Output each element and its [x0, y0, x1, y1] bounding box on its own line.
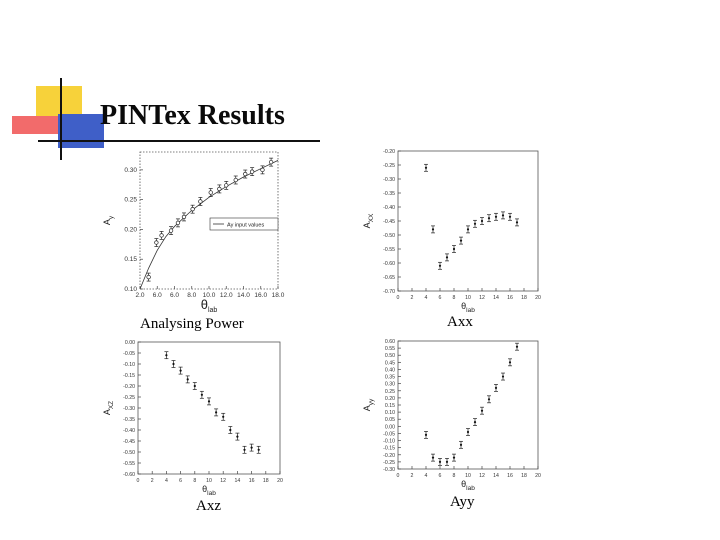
y-tick-label: 0.60 [384, 339, 395, 345]
x-axis-label: $\theta_{lab}$ [200, 297, 218, 314]
data-point [261, 168, 265, 172]
x-tick-label: 2 [410, 473, 414, 479]
data-point [180, 370, 182, 372]
x-tick-label: 12 [479, 295, 485, 301]
data-point [446, 256, 448, 258]
y-tick-label: -0.65 [383, 275, 395, 281]
data-point [201, 394, 203, 396]
data-point [474, 223, 476, 225]
data-point [439, 461, 441, 463]
y-tick-label: 0.50 [384, 353, 395, 360]
data-point [250, 170, 254, 174]
chart-analysing-power-svg [100, 148, 300, 318]
chart-axx [360, 145, 560, 320]
x-tick-label: 16 [248, 478, 255, 484]
data-point [446, 461, 448, 463]
plot-frame [138, 342, 280, 474]
data-point [160, 234, 164, 238]
data-point [481, 220, 483, 222]
x-tick-label: 8 [452, 473, 456, 479]
y-tick-label: 0.30 [384, 381, 395, 388]
x-tick-label: 6 [179, 478, 183, 484]
data-point [488, 398, 490, 400]
data-point [215, 411, 217, 413]
x-tick-label: 18 [521, 295, 527, 301]
data-point [147, 275, 151, 279]
data-point [251, 447, 253, 449]
chart-axz-svg [100, 336, 300, 501]
x-tick-label: 20 [535, 295, 541, 301]
y-tick-label: 0.10 [124, 286, 137, 293]
y-tick-label: 0.55 [384, 346, 395, 353]
y-tick-label: 0.45 [384, 360, 395, 367]
y-tick-label: 0.00 [384, 424, 395, 431]
x-tick-label: 10 [465, 295, 471, 301]
caption-analysing-power: Analysing Power [140, 316, 244, 332]
data-point [209, 191, 213, 195]
x-tick-label: 2.0 [135, 292, 145, 299]
y-tick-label: -0.50 [383, 233, 395, 239]
x-tick-label: 2 [410, 295, 414, 301]
data-point [432, 228, 434, 230]
data-point [502, 375, 504, 377]
x-tick-label: 10.0 [202, 292, 216, 299]
caption-ayy: Ayy [450, 494, 475, 510]
x-tick-label: 8 [193, 478, 197, 484]
data-point [453, 457, 455, 459]
y-axis-label: $A_{yy}$ [362, 398, 375, 412]
x-tick-label: 6 [438, 295, 442, 301]
caption-axz: Axz [196, 498, 221, 514]
x-tick-label: 4 [424, 295, 428, 301]
x-axis-label: $\theta_{lab}$ [461, 301, 475, 314]
chart-analysing-power [100, 148, 300, 318]
chart-axz [100, 336, 300, 501]
y-tick-label: -0.55 [123, 461, 135, 467]
x-tick-label: 20 [535, 473, 541, 479]
y-tick-label: -0.55 [383, 247, 395, 253]
x-tick-label: 0 [396, 295, 400, 301]
x-tick-label: 12 [479, 473, 485, 479]
data-point [194, 385, 196, 387]
y-tick-label: -0.25 [123, 395, 135, 401]
data-point [467, 228, 469, 230]
data-point [169, 229, 173, 233]
data-point [509, 361, 511, 363]
y-tick-label: -0.20 [383, 452, 395, 459]
x-tick-label: 18 [521, 473, 527, 479]
data-point [243, 172, 247, 176]
y-tick-label: 0.05 [384, 417, 395, 424]
x-tick-label: 0 [136, 478, 140, 484]
y-tick-label: 0.15 [124, 256, 137, 264]
x-tick-label: 4 [424, 473, 428, 479]
y-tick-label: -0.40 [123, 428, 135, 434]
y-tick-label: -0.05 [383, 431, 395, 438]
data-point [191, 207, 195, 211]
data-point [425, 167, 427, 169]
x-tick-label: 8.0 [187, 292, 197, 299]
data-point [236, 436, 238, 438]
data-point [172, 363, 174, 365]
x-axis-label: $\theta_{lab}$ [461, 479, 475, 492]
data-point [165, 354, 167, 356]
data-point [453, 248, 455, 250]
x-tick-label: 16 [507, 473, 513, 479]
y-tick-label: -0.15 [383, 445, 395, 452]
y-tick-label: -0.20 [123, 384, 135, 390]
x-tick-label: 10 [465, 473, 471, 479]
y-tick-label: -0.35 [383, 191, 395, 197]
data-point [432, 457, 434, 459]
y-tick-label: -0.50 [123, 450, 135, 456]
chart-ayy [360, 333, 560, 495]
y-tick-label: -0.30 [383, 177, 395, 183]
y-tick-label: -0.20 [383, 149, 395, 155]
y-tick-label: -0.40 [383, 205, 395, 211]
data-point [495, 216, 497, 218]
deco-red-bar [12, 116, 64, 134]
x-tick-label: 18 [262, 478, 269, 484]
x-tick-label: 4 [164, 478, 168, 484]
data-point [182, 215, 186, 219]
y-tick-label: -0.25 [383, 459, 395, 466]
y-tick-label: -0.35 [123, 417, 135, 423]
x-tick-label: 18.0 [271, 292, 285, 299]
y-tick-label: -0.10 [123, 362, 135, 368]
chart-ayy-svg [360, 333, 560, 495]
data-point [481, 410, 483, 412]
deco-vertical-line [60, 78, 62, 160]
data-point [234, 178, 238, 182]
y-tick-label: 0.35 [384, 374, 395, 381]
x-tick-label: 16 [507, 295, 513, 301]
x-tick-label: 14 [493, 473, 499, 479]
y-tick-label: -0.60 [383, 261, 395, 267]
x-tick-label: 10 [206, 478, 212, 484]
x-axis-label: $\theta_{lab}$ [202, 484, 216, 497]
y-tick-label: -0.45 [123, 439, 135, 445]
y-tick-label: 0.00 [124, 340, 135, 346]
page-title: PINTex Results [100, 100, 285, 131]
y-axis-label: $A_y$ [102, 215, 115, 226]
data-point [224, 184, 228, 188]
caption-axx: Axx [447, 314, 473, 330]
x-tick-label: 20 [277, 478, 283, 484]
data-point [488, 217, 490, 219]
y-tick-label: 0.40 [384, 367, 395, 374]
data-point [495, 387, 497, 389]
x-tick-label: 2 [150, 478, 154, 484]
legend-label: Ay input values [227, 222, 265, 229]
data-point [516, 221, 518, 223]
data-point [474, 421, 476, 423]
data-point [269, 160, 273, 164]
y-tick-label: -0.25 [383, 163, 395, 169]
data-point [187, 378, 189, 380]
x-tick-label: 0 [396, 473, 400, 479]
y-tick-label: -0.45 [383, 219, 395, 225]
data-point [199, 200, 203, 204]
x-tick-label: 14 [234, 478, 241, 484]
data-point [439, 265, 441, 267]
data-point [218, 187, 222, 191]
data-point [467, 431, 469, 433]
y-tick-label: -0.30 [383, 467, 395, 473]
data-point [229, 429, 231, 431]
x-tick-label: 12.0 [219, 292, 233, 299]
x-tick-label: 14.0 [237, 292, 250, 299]
x-tick-label: 6 [438, 473, 442, 479]
y-tick-label: 0.10 [384, 410, 395, 417]
y-axis-label: $A_{XX}$ [362, 213, 375, 229]
data-point [516, 346, 518, 348]
y-tick-label: 0.20 [384, 395, 395, 402]
y-tick-label: 0.15 [384, 403, 395, 409]
chart-axx-svg [360, 145, 560, 320]
x-tick-label: 16.0 [254, 292, 268, 299]
y-tick-label: -0.30 [123, 406, 135, 412]
data-point [460, 444, 462, 446]
y-tick-label: -0.60 [123, 472, 135, 478]
data-point [176, 221, 180, 225]
data-point [460, 240, 462, 242]
x-tick-label: 6.0 [152, 292, 162, 299]
data-point [502, 214, 504, 216]
y-tick-label: -0.05 [123, 351, 135, 357]
data-point [509, 216, 511, 218]
title-rule [38, 140, 320, 142]
x-tick-label: 8 [452, 295, 456, 301]
y-tick-label: 0.30 [124, 166, 137, 174]
plot-frame [398, 341, 538, 469]
deco-blue-square [58, 114, 104, 148]
x-tick-label: 12 [220, 478, 227, 484]
y-tick-label: 0.25 [124, 196, 137, 204]
data-point [155, 241, 159, 245]
data-point [243, 449, 245, 451]
y-tick-label: -0.15 [123, 373, 135, 379]
y-tick-label: -0.10 [383, 438, 395, 445]
data-point [208, 400, 210, 402]
x-tick-label: 14 [493, 295, 499, 301]
y-axis-label: $A_{XZ}$ [102, 400, 115, 416]
y-tick-label: 0.20 [124, 226, 137, 234]
data-point [258, 449, 260, 451]
data-point [222, 416, 224, 418]
y-tick-label: 0.25 [384, 388, 395, 395]
data-point [425, 434, 427, 436]
y-tick-label: -0.70 [383, 289, 395, 295]
x-tick-label: 6.0 [169, 292, 180, 299]
